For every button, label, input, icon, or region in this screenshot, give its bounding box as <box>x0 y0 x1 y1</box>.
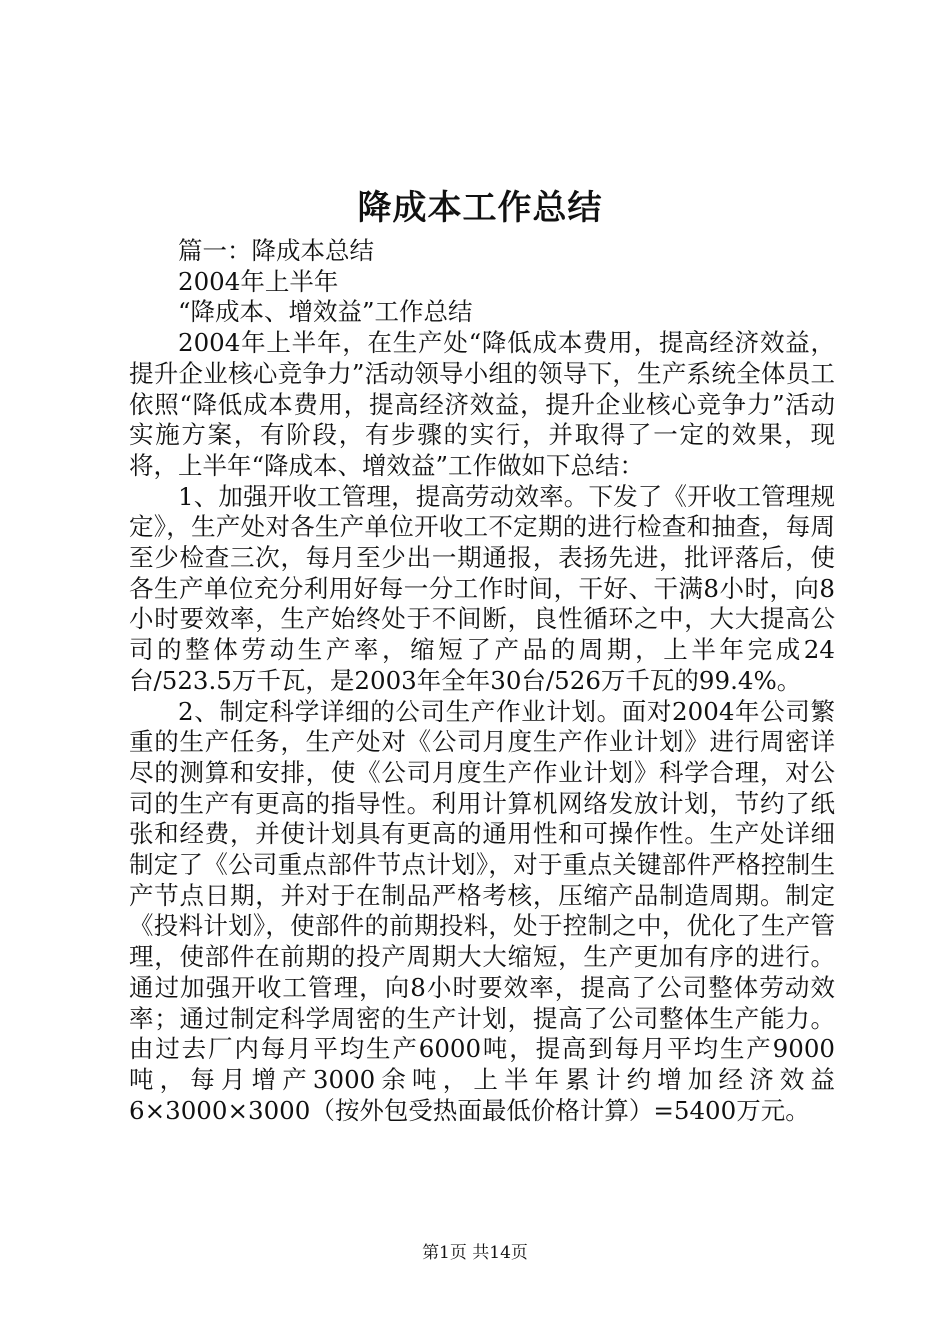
paragraph-intro: 2004年上半年，在生产处“降低成本费用，提高经济效益，提升企业核心竞争力”活动领导小组的领导下，生产系统全体员工依照“降低成本费用，提高经济效益，提升企业核心竞争力”活动实施方案，有阶段，有步骤的实行，并取得了一定的效果，现将，上半年“降成本、增效益”工作做如下总结： <box>129 328 835 480</box>
section-heading: 篇一：降成本总结 <box>178 236 374 265</box>
paragraph-item-1: 1、加强开收工管理，提高劳动效率。下发了《开收工管理规定》，生产处对各生产单位开收工不定期的进行检查和抽查，每周至少检查三次，每月至少出一期通报，表扬先进，批评落后，使各生产单位充分利用好每一分工作时间，干好、干满8小时，向8小时要效率，生产始终处于不间断，良性循环之中，大大提高公司的整体劳动生产率，缩短了产品的周期，上半年完成24台/523.5万千瓦，是2003年全年30台/526万千瓦的99.4%。 <box>129 481 835 695</box>
subtitle-topic: “降成本、增效益”工作总结 <box>178 297 473 327</box>
document-body <box>129 236 835 1126</box>
subtitle-year: 2004年上半年 <box>178 266 339 296</box>
paragraph-item-2: 2、制定科学详细的公司生产作业计划。面对2004年公司繁重的生产任务，生产处对《公司月度生产作业计划》进行周密详尽的测算和安排，使《公司月度生产作业计划》科学合理，对公司的生产有更高的指导性。利用计算机网络发放计划，节约了纸张和经费，并使计划具有更高的通用性和可操作性。生产处详细制定了《公司重点部件节点计划》，对于重点关键部件严格控制生产节点日期，并对于在制品严格考核，压缩产品制造周期。制定《投料计划》，使部件的前期投料，处于控制之中，优化了生产管理，使部件在前期的投产周期大大缩短，生产更加有序的进行。通过加强开收工管理，向8小时要效率，提高了公司整体劳动效率；通过制定科学周密的生产计划，提高了公司整体生产能力。由过去厂内每月平均生产6000吨，提高到每月平均生产9000吨，每月增产3000余吨，上半年累计约增加经济效益6×3000×3000（按外包受热面最低价格计算）=5400万元。 <box>129 696 835 1125</box>
document-title: 降成本工作总结 <box>357 188 603 228</box>
page-number-footer: 第1页 共14页 <box>422 1243 528 1263</box>
